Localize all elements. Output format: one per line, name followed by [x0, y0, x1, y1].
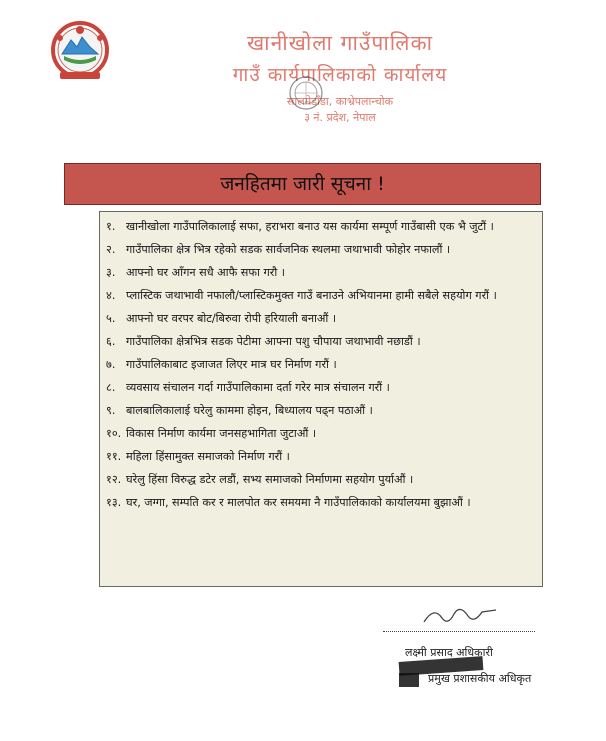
- notice-title: जनहितमा जारी सूचना !: [220, 173, 385, 195]
- notice-item-text: विकास निर्माण कार्यमा जनसहभागिता जुटाऔं ।: [126, 427, 317, 440]
- notice-item-text: गाउँपालिका क्षेत्र भित्र रहेको सडक सार्वजनिक स्थलमा जथाभावी फोहोर नफालौं ।: [126, 243, 451, 256]
- notice-list: [106, 217, 530, 513]
- notice-item-number: ९.: [106, 404, 116, 417]
- notice-item-text: व्यवसाय संचालन गर्दा गाउँपालिकामा दर्ता गरेर मात्र संचालन गरौं ।: [126, 381, 390, 394]
- signatory-name: लक्ष्मी प्रसाद अधिकारी: [405, 646, 493, 659]
- municipality-name: खानीखोला गाउँपालिका: [246, 31, 434, 55]
- notice-item-number: १०.: [106, 427, 122, 440]
- office-province: ३ नं. प्रदेश, नेपाल: [304, 111, 376, 124]
- notice-item-text: महिला हिंसामुक्त समाजको निर्माण गरौं ।: [126, 450, 290, 463]
- office-address: सालमेडाँडा, काभ्रेपलान्चोक: [286, 95, 394, 108]
- header-stamp-icon: [285, 74, 327, 112]
- nepal-emblem-icon: [44, 20, 116, 82]
- notice-item: [106, 217, 530, 237]
- notice-item-number: ८.: [106, 381, 116, 394]
- signature-scribble-icon: [420, 600, 500, 630]
- notice-item: [106, 470, 530, 490]
- notice-box: [99, 211, 543, 587]
- notice-item: [106, 263, 530, 283]
- office-name: गाउँ कार्यपालिकाको कार्यालय: [232, 64, 448, 86]
- notice-item-number: ४.: [106, 289, 116, 302]
- notice-item: [106, 309, 530, 329]
- letterhead: [150, 28, 530, 126]
- notice-item-number: ६.: [106, 335, 116, 348]
- notice-item: [106, 424, 530, 444]
- notice-item-number: ७.: [106, 358, 116, 371]
- signature-line: [383, 631, 535, 632]
- notice-item-number: १२.: [106, 473, 122, 486]
- notice-item: [106, 447, 530, 467]
- notice-item: [106, 401, 530, 421]
- notice-item-text: बालबालिकालाई घरेलु काममा होइन, बिध्यालय पढ्न पठाऔं ।: [126, 404, 373, 417]
- notice-item-number: ३.: [106, 266, 116, 279]
- notice-item-text: खानीखोला गाउँपालिकालाई सफा, हराभरा बनाउ यस कार्यमा सम्पूर्ण गाउँबासी एक भै जुटौं ।: [126, 220, 494, 233]
- notice-title-banner: [64, 163, 541, 205]
- signatory-title: प्रमुख प्रशासकीय अधिकृत: [428, 672, 532, 685]
- notice-item: [106, 332, 530, 352]
- notice-item-text: आफ्नो घर आँगन सधै आफै सफा गरौ ।: [126, 266, 286, 279]
- notice-item-text: घर, जग्गा, सम्पति कर र मालपोत कर समयमा नै गाउँपालिकाको कार्यालयमा बुझाऔं ।: [126, 496, 471, 509]
- notice-item-number: ५.: [106, 312, 116, 325]
- notice-item: [106, 493, 530, 513]
- notice-item-number: २.: [106, 243, 116, 256]
- notice-item-number: १.: [106, 220, 116, 233]
- notice-item-text: गाउँपालिका क्षेत्रभित्र सडक पेटीमा आफ्ना पशु चौपाया जथाभावी नछाडौं ।: [126, 335, 421, 348]
- notice-item-number: १३.: [106, 496, 122, 509]
- notice-item-number: ११.: [106, 450, 122, 463]
- notice-item: [106, 378, 530, 398]
- notice-item: [106, 240, 530, 260]
- notice-item-text: गाउँपालिकाबाट इजाजत लिएर मात्र घर निर्माण गरौं ।: [126, 358, 337, 371]
- notice-item-text: आफ्नो घर वरपर बोट/बिरुवा रोपी हरियाली बनाऔं ।: [126, 312, 337, 325]
- notice-item-text: प्लास्टिक जथाभावी नफालौ/प्लास्टिकमुक्त गाउँ बनाउने अभियानमा हामी सबैले सहयोग गरौं ।: [126, 289, 497, 302]
- notice-item-text: घरेलु हिंसा विरुद्ध डटेर लडौं, सभ्य समाजको निर्माणमा सहयोग पुर्याऔं ।: [126, 473, 414, 486]
- notice-item: [106, 286, 530, 306]
- notice-item: [106, 355, 530, 375]
